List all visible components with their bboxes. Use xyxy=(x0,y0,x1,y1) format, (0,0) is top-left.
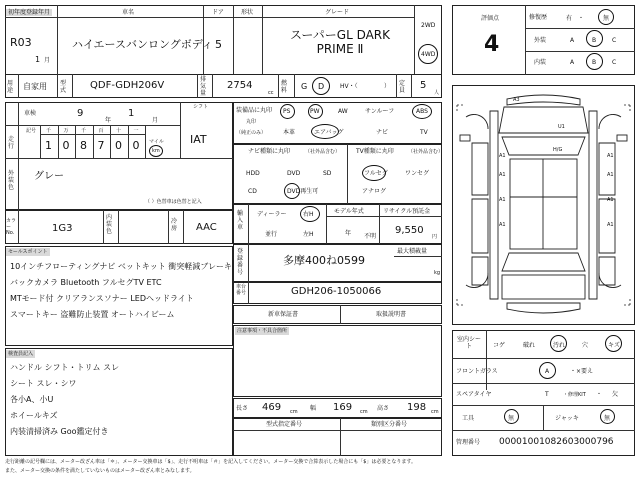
equipment-label: 装備品に丸印 xyxy=(236,107,273,114)
car-name-value: ハイエースバンロングボディ xyxy=(72,38,213,51)
ext-grade-b: B xyxy=(592,37,597,44)
length-unit: cm xyxy=(290,409,298,415)
fuel-hv: HV・（ xyxy=(340,83,358,90)
displacement-label: 排気量 xyxy=(200,76,207,97)
spare-kit: ・修理KIT xyxy=(563,392,586,398)
import-right-h: 右H xyxy=(303,211,314,218)
inspection-month: 1 xyxy=(128,108,135,119)
grade-label: グレード xyxy=(325,9,350,16)
doors-label: ドア xyxy=(212,9,224,16)
width-value: 169 xyxy=(333,402,353,413)
interior-rating-label: 内装 xyxy=(534,59,547,66)
doors-value: 5 xyxy=(215,38,222,51)
height-label: 高さ xyxy=(377,405,390,412)
shift-value: IAT xyxy=(190,133,207,146)
model-label: 型式 xyxy=(60,80,67,94)
nav-type-sub: （社外品含む） xyxy=(305,149,341,155)
mileage-digit-2: 8 xyxy=(80,139,87,152)
mileage-header-3: 百 xyxy=(98,128,104,134)
jack-none: 無 xyxy=(604,415,611,422)
exterior-label: 外装色 xyxy=(8,170,15,191)
damage-mark-3: A1 xyxy=(499,153,506,159)
equip-pw: PW xyxy=(310,108,320,115)
use-label: 用途 xyxy=(7,80,14,94)
equip-sunroof: サンルーフ xyxy=(365,108,395,115)
nav-cd: CD xyxy=(248,188,257,195)
recycle-label: リサイクル預託金 xyxy=(383,208,431,215)
inspection-year: 9 xyxy=(77,108,84,119)
car-outline xyxy=(452,85,635,325)
nav-hdd: HDD xyxy=(246,170,260,177)
import-label: 輸入車 xyxy=(237,210,244,231)
inspection-label: 車検 xyxy=(24,110,37,117)
seat-scorch: コゲ xyxy=(493,342,506,349)
registration-value: 多摩400ね0599 xyxy=(283,254,365,267)
equip-tv: TV xyxy=(420,129,428,136)
recorded-label: 記号 xyxy=(26,128,37,134)
tv-oneseg: ワンセグ xyxy=(405,170,430,177)
drive-2wd: 2WD xyxy=(421,22,436,29)
use-value: 自家用 xyxy=(23,82,47,91)
score-label: 評価点 xyxy=(481,15,500,22)
mileage-digit-0: 1 xyxy=(45,139,52,152)
first-reg-label: 初年度登録年月 xyxy=(8,9,51,16)
seat-dirt: 汚れ xyxy=(553,342,566,349)
tv-analog: アナログ xyxy=(362,188,387,195)
inspector-note-line-3: ホイールキズ xyxy=(10,411,58,420)
notes-box xyxy=(233,325,442,397)
recycle-unit: 円 xyxy=(432,234,438,240)
car-name-label: 車名 xyxy=(122,9,135,16)
mileage-header-4: 十 xyxy=(116,128,122,134)
mileage-digit-4: 0 xyxy=(115,139,122,152)
equip-abs: ABS xyxy=(416,108,428,115)
int-grade-c: C xyxy=(612,59,617,66)
damage-mark-5: A1 xyxy=(499,172,506,178)
grade-value: スーパーGL DARK PRIME Ⅱ xyxy=(289,28,391,56)
person-unit: 人 xyxy=(434,90,440,96)
height-unit: cm xyxy=(431,409,439,415)
repair-no: 無 xyxy=(603,15,610,22)
repair-label: 修復歴 xyxy=(529,14,548,21)
height-value: 198 xyxy=(407,402,427,413)
repair-yes: 有 xyxy=(566,15,573,22)
nav-type-label: ナビ種類に丸印 xyxy=(248,148,291,155)
chassis-label: 車台番号 xyxy=(236,284,247,296)
warranty-label: 新車保証書 xyxy=(268,311,299,318)
ac-value: AAC xyxy=(196,222,217,233)
width-label: 幅 xyxy=(310,405,317,412)
spare-dot: ・ xyxy=(596,391,603,398)
tv-type-sub: （社外品含む） xyxy=(408,149,444,155)
import-dealer: ディーラー xyxy=(257,211,287,218)
exterior-value: グレー xyxy=(34,171,64,182)
damage-mark-0: A3 xyxy=(513,97,520,103)
damage-mark-6: A1 xyxy=(607,172,614,178)
ac-label: 冷房 xyxy=(171,218,178,232)
model-year-unit: 年 xyxy=(345,230,352,237)
fuel-label: 燃料 xyxy=(281,80,288,94)
damage-mark-8: A1 xyxy=(607,197,614,203)
capacity-value: 5 xyxy=(420,80,427,91)
mile-unit: マイル xyxy=(149,139,164,145)
inspector-note-line-1: シート スレ・シワ xyxy=(10,379,77,388)
damage-mark-2: H/G xyxy=(553,147,563,153)
ext-grade-a: A xyxy=(570,37,575,44)
mileage-label: 走行 xyxy=(8,136,15,150)
mileage-digit-5: 0 xyxy=(132,139,140,152)
footer-line-2: また、メーター交換の条件を満たしていないものはメーター改ざん車とみなします。 xyxy=(5,468,195,474)
nav-dvd-play: DVD再生可 xyxy=(287,188,319,195)
mileage-header-1: 万 xyxy=(63,128,69,134)
spare-t: T xyxy=(545,391,549,398)
score-value: 4 xyxy=(484,32,500,57)
inspector-note-line-4: 内装清掃済み Goo鑑定付き xyxy=(10,427,109,436)
mileage-header-5: 一 xyxy=(133,128,139,134)
import-left-h: 左H xyxy=(303,231,314,238)
int-grade-a: A xyxy=(570,59,575,66)
chassis-value: GDH206-1050066 xyxy=(291,286,382,297)
tools-label: 工具 xyxy=(462,415,475,422)
inspector-note-line-2: 各小A、小U xyxy=(10,395,54,404)
model-year-label: モデル年式 xyxy=(334,208,364,215)
exterior-note: （ ）色替車は色替と記入 xyxy=(145,199,202,205)
repair-dot: ・ xyxy=(578,15,585,22)
jack-label: ジャッキ xyxy=(555,415,579,422)
equip-aw: AW xyxy=(338,108,348,115)
mileage-header-2: 千 xyxy=(81,128,87,134)
equip-nav: ナビ xyxy=(376,129,389,136)
control-value: 00001001082603000796 xyxy=(499,437,614,447)
inspector-notes-label: 検査員記入 xyxy=(8,351,34,357)
tv-fullseg: フルセグ xyxy=(364,170,388,177)
glass-a: A xyxy=(545,368,550,375)
sales-point-line-1: バックカメラ Bluetooth フルセグTV ETC xyxy=(10,278,162,287)
nav-sd: SD xyxy=(323,170,332,177)
ext-grade-c: C xyxy=(612,37,617,44)
interior-color-label: 内装色 xyxy=(106,214,113,235)
equip-leather: 本革 xyxy=(283,129,296,136)
equip-ps: PS xyxy=(283,108,291,115)
type-number-label: 型式指定番号 xyxy=(266,421,303,428)
model-value: QDF-GDH206V xyxy=(90,80,165,91)
glass-label: フロントガラス xyxy=(456,368,498,375)
equipment-sub: （純正のみ） xyxy=(236,130,267,136)
sales-points-label: セールスポイント xyxy=(8,249,48,255)
tv-type-label: TV種類に丸印 xyxy=(356,148,394,155)
notes-label: 注意事項・不具合箇所 xyxy=(237,328,288,334)
sales-point-line-0: 10インチフローティングナビ ベットキット 衝突軽減ブレーキ xyxy=(10,262,232,271)
shape-label: 形状 xyxy=(241,9,254,16)
damage-mark-10: A1 xyxy=(607,222,614,228)
control-label: 管理番号 xyxy=(456,439,481,446)
cc-unit: cc xyxy=(268,90,274,96)
damage-mark-1: U1 xyxy=(558,124,565,130)
first-reg-month: 1 xyxy=(35,55,41,64)
inspector-note-line-0: ハンドル シフト・トリム スレ xyxy=(10,363,120,372)
sales-point-line-2: MTモード付 クリアランスソナー LEDヘッドライト xyxy=(10,294,194,303)
drive-4wd: 4WD xyxy=(421,51,436,58)
inspection-month-unit: 月 xyxy=(152,117,159,124)
glass-cross: ・×要え xyxy=(570,368,594,375)
seat-tear: 破れ xyxy=(523,342,536,349)
footer-line-1: 走行距離の記号欄には、メーター改ざん車は「＊」、メーター交換車は「$」、走行不明車は「＃」を記入してください。メーター交換で合算表示した場合にも「$」は必要となります。 xyxy=(5,459,416,465)
nav-dvd: DVD xyxy=(287,170,301,177)
mileage-header-0: 千 xyxy=(46,128,52,134)
color-no-label: カラーNo. xyxy=(6,218,17,236)
seat-label: 室内シート xyxy=(456,336,481,350)
registration-label: 登録番号 xyxy=(237,248,244,276)
shift-label: シフト xyxy=(193,104,209,110)
manual-label: 取扱説明書 xyxy=(376,311,407,318)
damage-mark-9: A1 xyxy=(499,222,506,228)
capacity-label: 定員 xyxy=(399,80,406,94)
inspection-year-unit: 年 xyxy=(105,117,112,124)
int-grade-b: B xyxy=(592,59,597,66)
displacement-value: 2754 xyxy=(227,80,253,91)
fuel-g: G xyxy=(301,82,308,91)
equipment-label-2: 丸印 xyxy=(246,119,257,125)
import-parallel: 並行 xyxy=(265,231,278,238)
length-value: 469 xyxy=(262,402,282,413)
damage-mark-4: A1 xyxy=(607,153,614,159)
class-number-label: 類別区分番号 xyxy=(371,421,408,428)
max-load-unit: kg xyxy=(434,270,441,276)
first-reg-value: R03 xyxy=(10,36,32,49)
sales-point-line-3: スマートキー 盗難防止装置 オートハイビーム xyxy=(10,310,175,319)
length-label: 長さ xyxy=(236,405,249,412)
recycle-value: 9,550 xyxy=(395,225,424,236)
km-unit: km xyxy=(152,148,160,154)
mileage-digit-3: 7 xyxy=(97,139,105,152)
color-no-value: 1G3 xyxy=(52,223,73,234)
spare-label: スペアタイヤ xyxy=(456,391,492,398)
width-unit: cm xyxy=(360,409,368,415)
seat-scratch: キズ xyxy=(608,342,620,349)
equip-airbag: エアバッグ xyxy=(314,129,344,136)
seat-hole: 穴 xyxy=(582,342,589,349)
model-year-unknown: 不明 xyxy=(364,233,377,240)
spare-none: 欠 xyxy=(612,391,619,398)
mileage-digit-1: 0 xyxy=(62,139,70,152)
first-reg-month-unit: 月 xyxy=(44,57,51,64)
fuel-d: D xyxy=(318,82,325,91)
damage-mark-7: A1 xyxy=(499,197,506,203)
max-load-label: 最大積載量 xyxy=(397,248,428,255)
exterior-rating-label: 外装 xyxy=(534,37,547,44)
fuel-close: ） xyxy=(384,83,391,90)
tools-none: 無 xyxy=(508,415,515,422)
